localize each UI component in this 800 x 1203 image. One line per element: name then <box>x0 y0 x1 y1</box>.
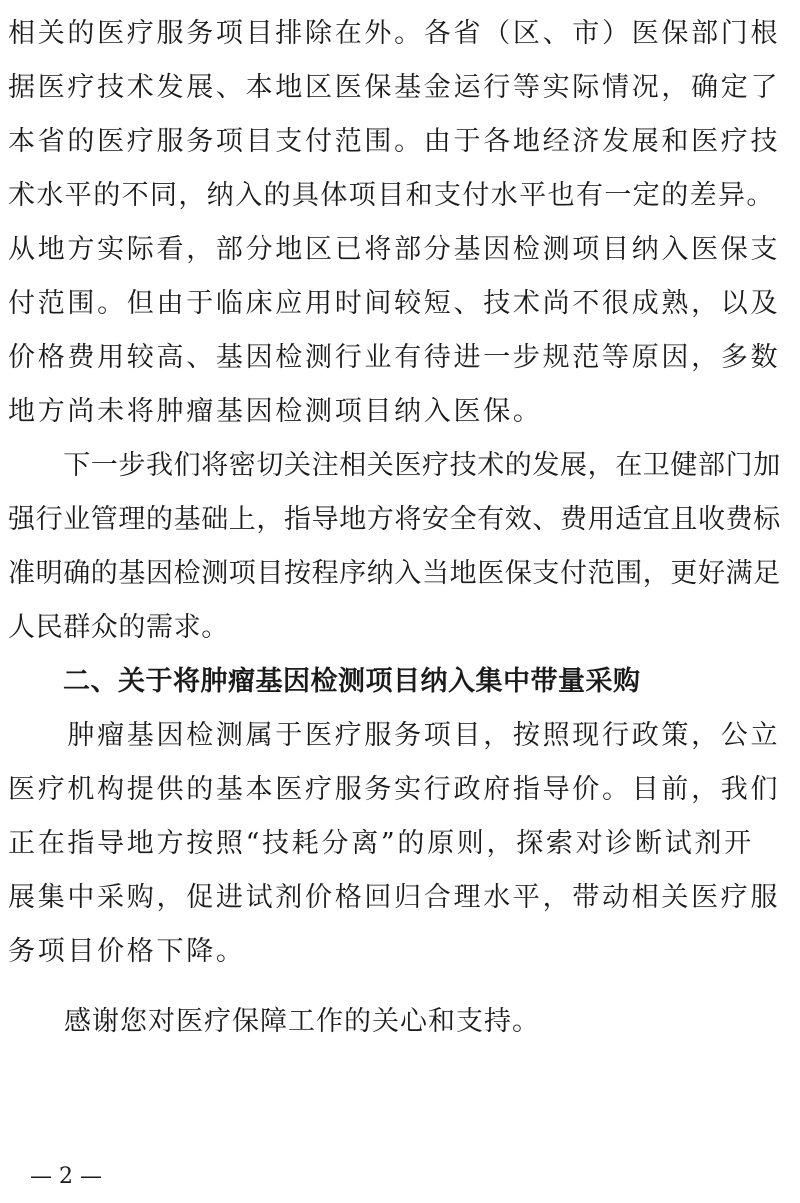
paragraph-line-17: 展集中采购，促进试剂价格回归合理水平，带动相关医疗服 <box>8 882 781 913</box>
paragraph-line-18: 务项目价格下降。 <box>8 936 246 967</box>
paragraph-line-4: 术水平的不同，纳入的具体项目和支付水平也有一定的差异。 <box>8 180 775 211</box>
paragraph-line-10: 强行业管理的基础上，指导地方将安全有效、费用适宜且收费标 <box>8 504 781 535</box>
paragraph-line-2: 据医疗技术发展、本地区医保基金运行等实际情况，确定了 <box>8 72 781 103</box>
paragraph-line-12: 人民群众的需求。 <box>8 612 229 643</box>
paragraph-line-11: 准明确的基因检测项目按程序纳入当地医保支付范围，更好满足 <box>8 558 781 589</box>
paragraph-line-6: 付范围。但由于临床应用时间较短、技术尚不很成熟，以及 <box>8 288 781 319</box>
paragraph-line-8: 地方尚未将肿瘤基因检测项目纳入医保。 <box>8 396 543 427</box>
paragraph-line-1: 相关的医疗服务项目排除在外。各省（区、市）医保部门根 <box>8 18 781 49</box>
paragraph-line-16: 正在指导地方按照“技耗分离”的原则，探索对诊断试剂开 <box>8 828 754 859</box>
paragraph-line-15: 医疗机构提供的基本医疗服务实行政府指导价。目前，我们 <box>8 774 781 805</box>
paragraph-line-3: 本省的医疗服务项目支付范围。由于各地经济发展和医疗技 <box>8 126 781 157</box>
page-number: — 2 — <box>30 1164 102 1189</box>
closing-line: 感谢您对医疗保障工作的关心和支持。 <box>8 1006 540 1037</box>
paragraph-line-7: 价格费用较高、基因检测行业有待进一步规范等原因，多数 <box>8 342 781 373</box>
paragraph-line-9: 下一步我们将密切关注相关医疗技术的发展，在卫健部门加 <box>8 450 781 481</box>
paragraph-line-14: 肿瘤基因检测属于医疗服务项目，按照现行政策，公立 <box>8 720 781 751</box>
paragraph-line-5: 从地方实际看，部分地区已将部分基因检测项目纳入医保支 <box>8 234 781 265</box>
section-heading: 二、关于将肿瘤基因检测项目纳入集中带量采购 <box>8 666 641 697</box>
